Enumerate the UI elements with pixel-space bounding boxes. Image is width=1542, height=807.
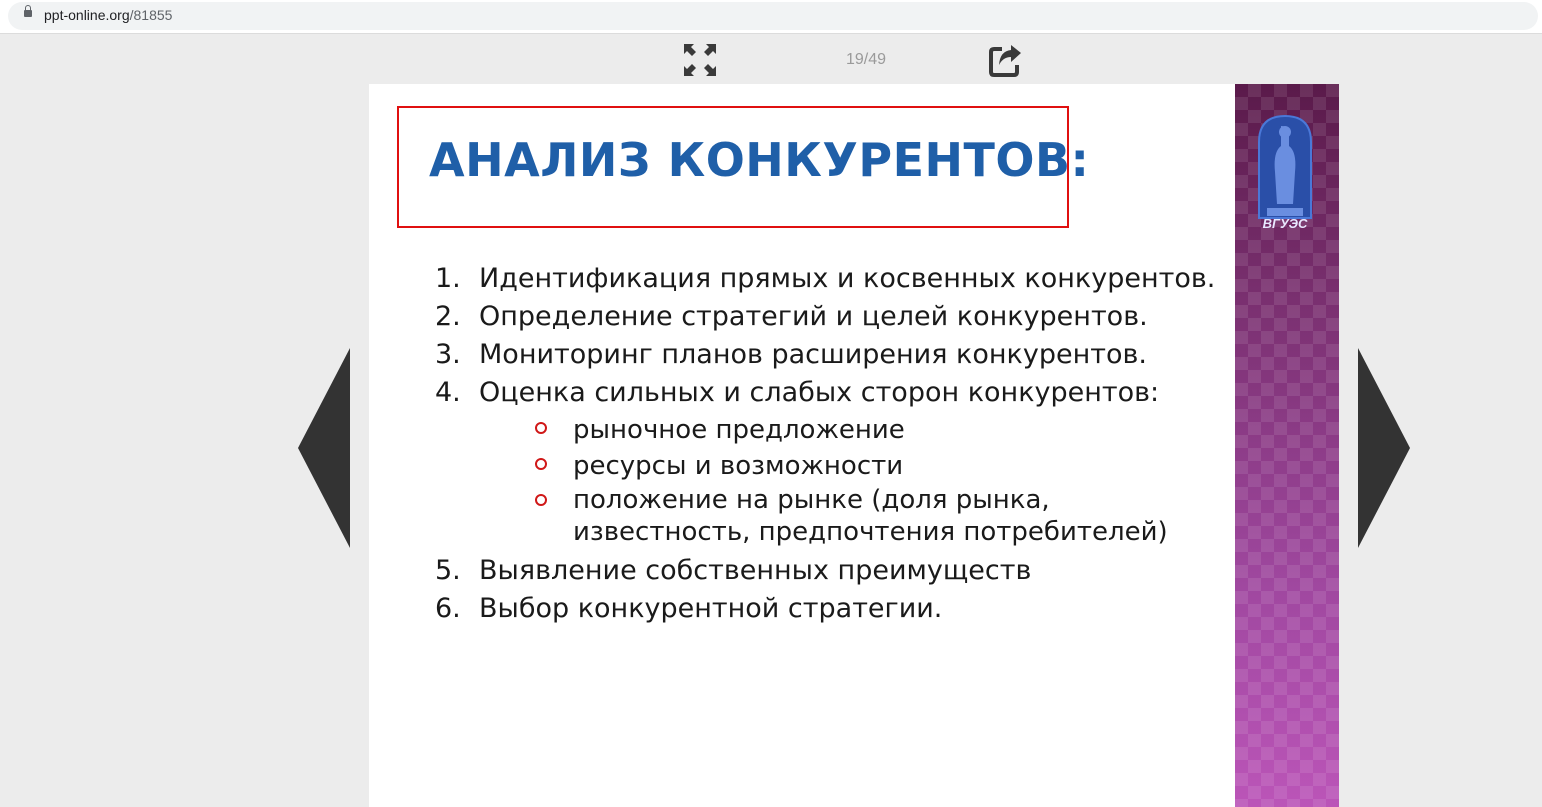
logo-text: ВГУЭС xyxy=(1262,216,1308,231)
share-icon xyxy=(988,43,1024,79)
list-item-text: Оценка сильных и слабых сторон конкурентов: xyxy=(479,377,1160,408)
list-item xyxy=(435,590,1225,628)
slide-title: АНАЛИЗ КОНКУРЕНТОВ: xyxy=(429,133,1090,187)
competitor-analysis-list xyxy=(435,260,1225,628)
list-item xyxy=(435,298,1225,336)
fullscreen-button[interactable] xyxy=(682,42,718,78)
bullet-circle-icon xyxy=(535,422,547,434)
url-path: /81855 xyxy=(129,7,173,23)
list-item-text: Выбор конкурентной стратегии. xyxy=(479,593,943,624)
list-item-number: 6. xyxy=(435,593,461,624)
list-item-number: 2. xyxy=(435,301,461,332)
bullet-circle-icon xyxy=(535,494,547,506)
list-item-text: Выявление собственных преимуществ xyxy=(479,555,1032,586)
url-text[interactable] xyxy=(44,7,172,23)
fullscreen-expand-icon xyxy=(682,42,718,78)
list-item xyxy=(435,552,1225,590)
previous-slide-arrow xyxy=(298,348,350,548)
slide-counter: 19/49 xyxy=(845,51,887,68)
sub-item-text: ресурсы и возможности xyxy=(573,451,904,481)
list-item xyxy=(435,260,1225,298)
sub-item-line: положение на рынке (доля рынка, xyxy=(573,485,1050,515)
bullet-circle-icon xyxy=(535,458,547,470)
list-item-text: Мониторинг планов расширения конкурентов. xyxy=(479,339,1147,370)
logo-emblem-icon xyxy=(1255,112,1315,222)
list-item-number: 5. xyxy=(435,555,461,586)
list-item xyxy=(435,336,1225,374)
list-item-number: 4. xyxy=(435,377,461,408)
slide xyxy=(369,84,1339,807)
list-item-number: 3. xyxy=(435,339,461,370)
sub-item xyxy=(435,412,1225,448)
next-slide-button[interactable] xyxy=(1358,348,1410,548)
prev-slide-button[interactable] xyxy=(298,348,350,548)
url-domain: ppt-online.org xyxy=(44,7,130,23)
sub-item-line: известность, предпочтения потребителей) xyxy=(573,517,1168,547)
slide-side-band xyxy=(1235,84,1339,807)
lock-icon[interactable] xyxy=(24,10,32,17)
sub-item xyxy=(435,448,1225,484)
sub-item xyxy=(435,484,1225,552)
sub-item-text xyxy=(573,484,1168,548)
university-logo xyxy=(1255,112,1315,240)
list-item-text: Определение стратегий и целей конкурентов. xyxy=(479,301,1148,332)
next-slide-arrow xyxy=(1358,348,1410,548)
share-button[interactable] xyxy=(988,43,1024,79)
url-field[interactable] xyxy=(8,2,1538,30)
address-bar xyxy=(0,0,1542,34)
list-item-number: 1. xyxy=(435,263,461,294)
sub-item-text: рыночное предложение xyxy=(573,415,905,445)
list-item-text: Идентификация прямых и косвенных конкурентов. xyxy=(479,263,1216,294)
list-item xyxy=(435,374,1225,412)
